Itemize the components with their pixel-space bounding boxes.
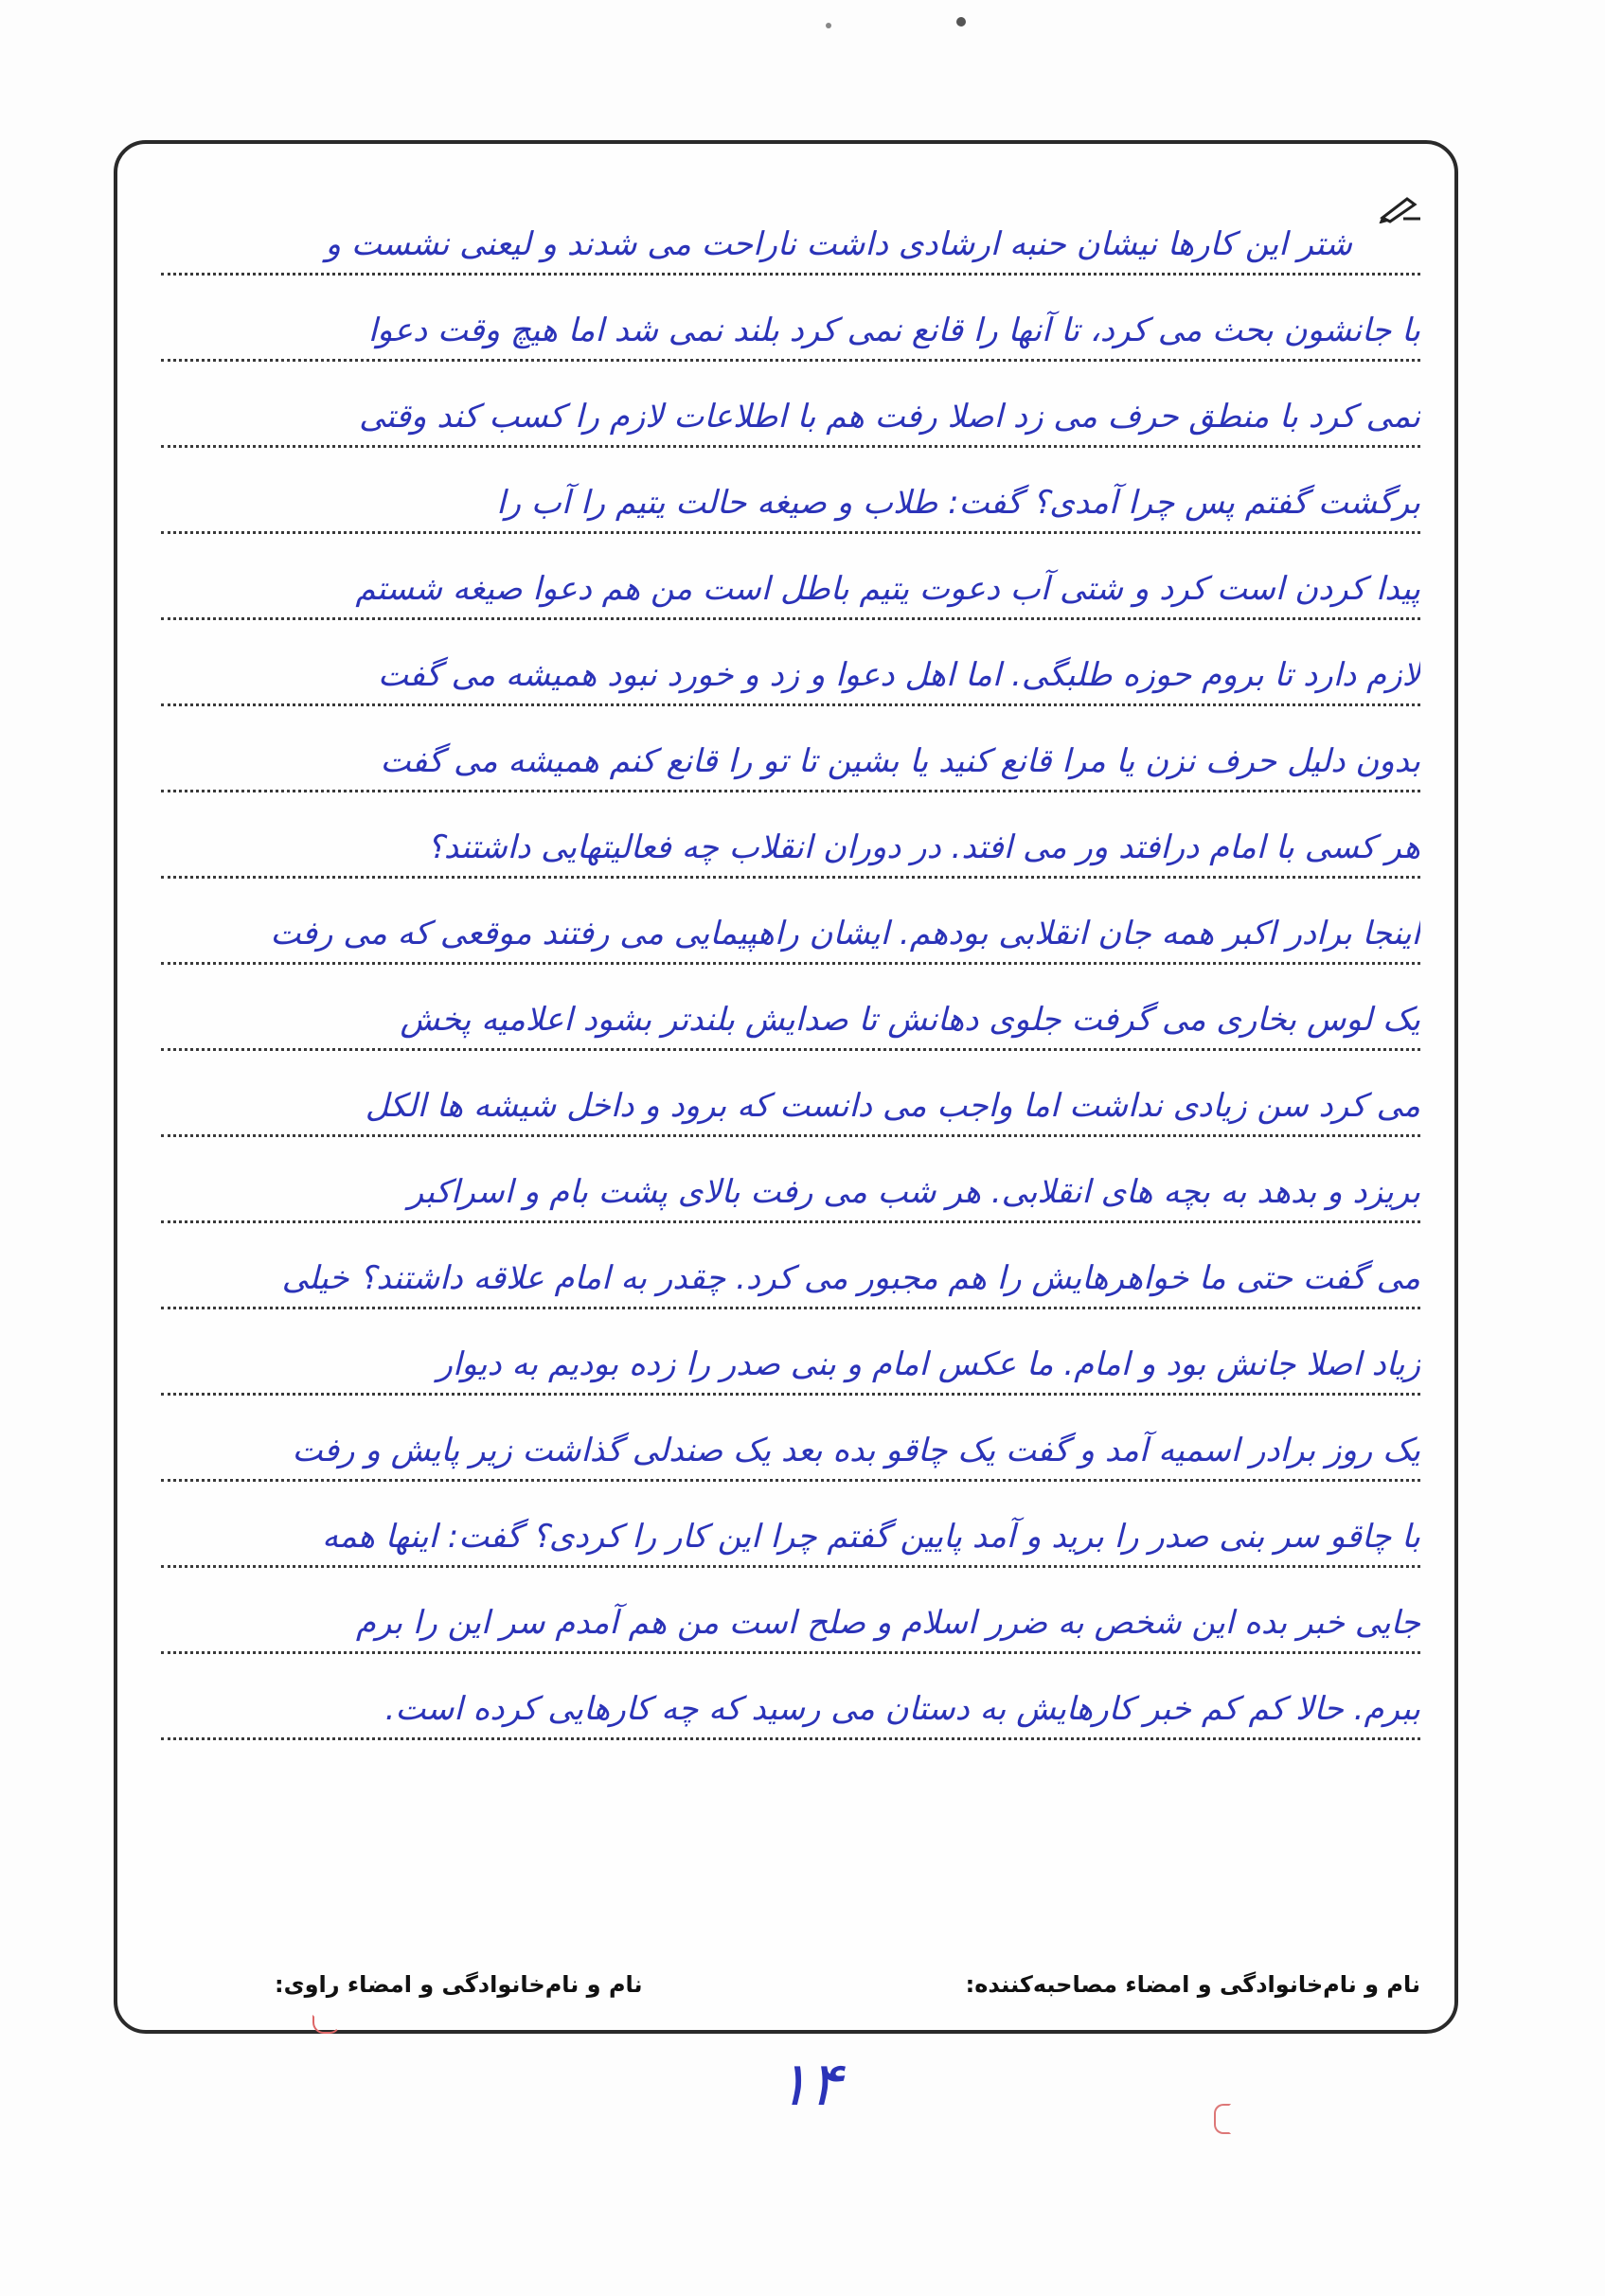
line-text: یک لوس بخاری می گرفت جلوی دهانش تا صدایش بلندتر بشود اعلامیه پخش bbox=[400, 1001, 1420, 1039]
scan-speck bbox=[956, 17, 966, 27]
line-text: شتر این کارها نیشان حنبه ارشادی داشت ناراحت می شدند و لیعنی نشست و bbox=[325, 225, 1352, 263]
narrator-signature-label: نام و نام‌خانوادگی و امضاء راوی: bbox=[275, 1971, 643, 1998]
text-line bbox=[161, 1654, 1420, 1740]
text-line bbox=[161, 1137, 1420, 1223]
text-line bbox=[161, 362, 1420, 448]
text-line bbox=[161, 706, 1420, 792]
page-number: ۱۴ bbox=[776, 2050, 842, 2120]
handwritten-lines bbox=[161, 189, 1420, 1740]
line-text: ببرم. حالا کم کم خبر کارهایش به دستان می رسید که چه کارهایی کرده است. bbox=[384, 1690, 1420, 1728]
signature-row bbox=[161, 1971, 1420, 2013]
red-pen-mark bbox=[312, 2015, 341, 2034]
text-line bbox=[161, 792, 1420, 879]
line-text: بریزد و بدهد به بچه های انقلابی. هر شب می رفت بالای پشت بام و اسراکبر bbox=[407, 1173, 1420, 1211]
line-text: زیاد اصلا جانش بود و امام. ما عکس امام و بنی صدر را زده بودیم به دیوار bbox=[437, 1345, 1420, 1383]
line-text: با جانشون بحث می کرد، تا آنها را قانع نمی کرد بلند نمی شد اما هیچ وقت دعوا bbox=[367, 311, 1420, 349]
text-line bbox=[161, 1051, 1420, 1137]
interviewer-signature-label: نام و نام‌خانوادگی و امضاء مصاحبه‌کننده: bbox=[965, 1971, 1420, 1998]
text-line bbox=[161, 620, 1420, 706]
text-line bbox=[161, 879, 1420, 965]
text-line bbox=[161, 1223, 1420, 1309]
line-text: می گفت حتی ما خواهرهایش را هم مجبور می کرد. چقدر به امام علاقه داشتند؟ خیلی bbox=[281, 1259, 1420, 1297]
scan-speck bbox=[826, 23, 831, 28]
text-line bbox=[161, 534, 1420, 620]
text-line bbox=[161, 1309, 1420, 1396]
line-text: اینجا برادر اکبر همه جان انقلابی بودهم. ایشان راهپیمایی می رفتند موقعی که می رفت bbox=[270, 915, 1420, 952]
text-line bbox=[161, 965, 1420, 1051]
line-text: جایی خبر بده این شخص به ضرر اسلام و صلح است من هم آمدم سر این را برم bbox=[355, 1604, 1420, 1642]
line-text: هر کسی با امام درافتد ور می افتد. در دوران انقلاب چه فعالیتهایی داشتند؟ bbox=[426, 828, 1420, 866]
line-text: بدون دلیل حرف نزن یا مرا قانع کنید یا بشین تا تو را قانع کنم همیشه می گفت bbox=[380, 742, 1420, 780]
text-line bbox=[161, 1396, 1420, 1482]
text-line bbox=[161, 1568, 1420, 1654]
line-text: لازم دارد تا بروم حوزه طلبگی. اما اهل دعوا و زد و خورد نبود همیشه می گفت bbox=[377, 656, 1420, 694]
line-text: می کرد سن زیادی نداشت اما واجب می دانست که برود و داخل شیشه ها الکل bbox=[365, 1087, 1420, 1125]
text-line bbox=[161, 1482, 1420, 1568]
line-text: پیدا کردن است کرد و شتی آب دعوت یتیم باطل است من هم دعوا صیغه شستم bbox=[355, 570, 1420, 608]
line-text: برگشت گفتم پس چرا آمدی؟ گفت: طلاب و صیغه حالت یتیم را آب را bbox=[496, 484, 1420, 522]
page-frame bbox=[114, 140, 1458, 2034]
red-pen-mark bbox=[1214, 2104, 1231, 2134]
line-text: نمی کرد با منطق حرف می زد اصلا رفت هم با اطلاعات لازم را کسب کند وقتی bbox=[359, 398, 1420, 436]
text-line bbox=[161, 189, 1420, 276]
line-text: یک روز برادر اسمیه آمد و گفت یک چاقو بده بعد یک صندلی گذاشت زیر پایش و رفت bbox=[292, 1432, 1420, 1469]
text-line bbox=[161, 276, 1420, 362]
text-line bbox=[161, 448, 1420, 534]
line-text: با چاقو سر بنی صدر را برید و آمد پایین گفتم چرا این کار را کردی؟ گفت: اینها همه bbox=[322, 1518, 1420, 1556]
